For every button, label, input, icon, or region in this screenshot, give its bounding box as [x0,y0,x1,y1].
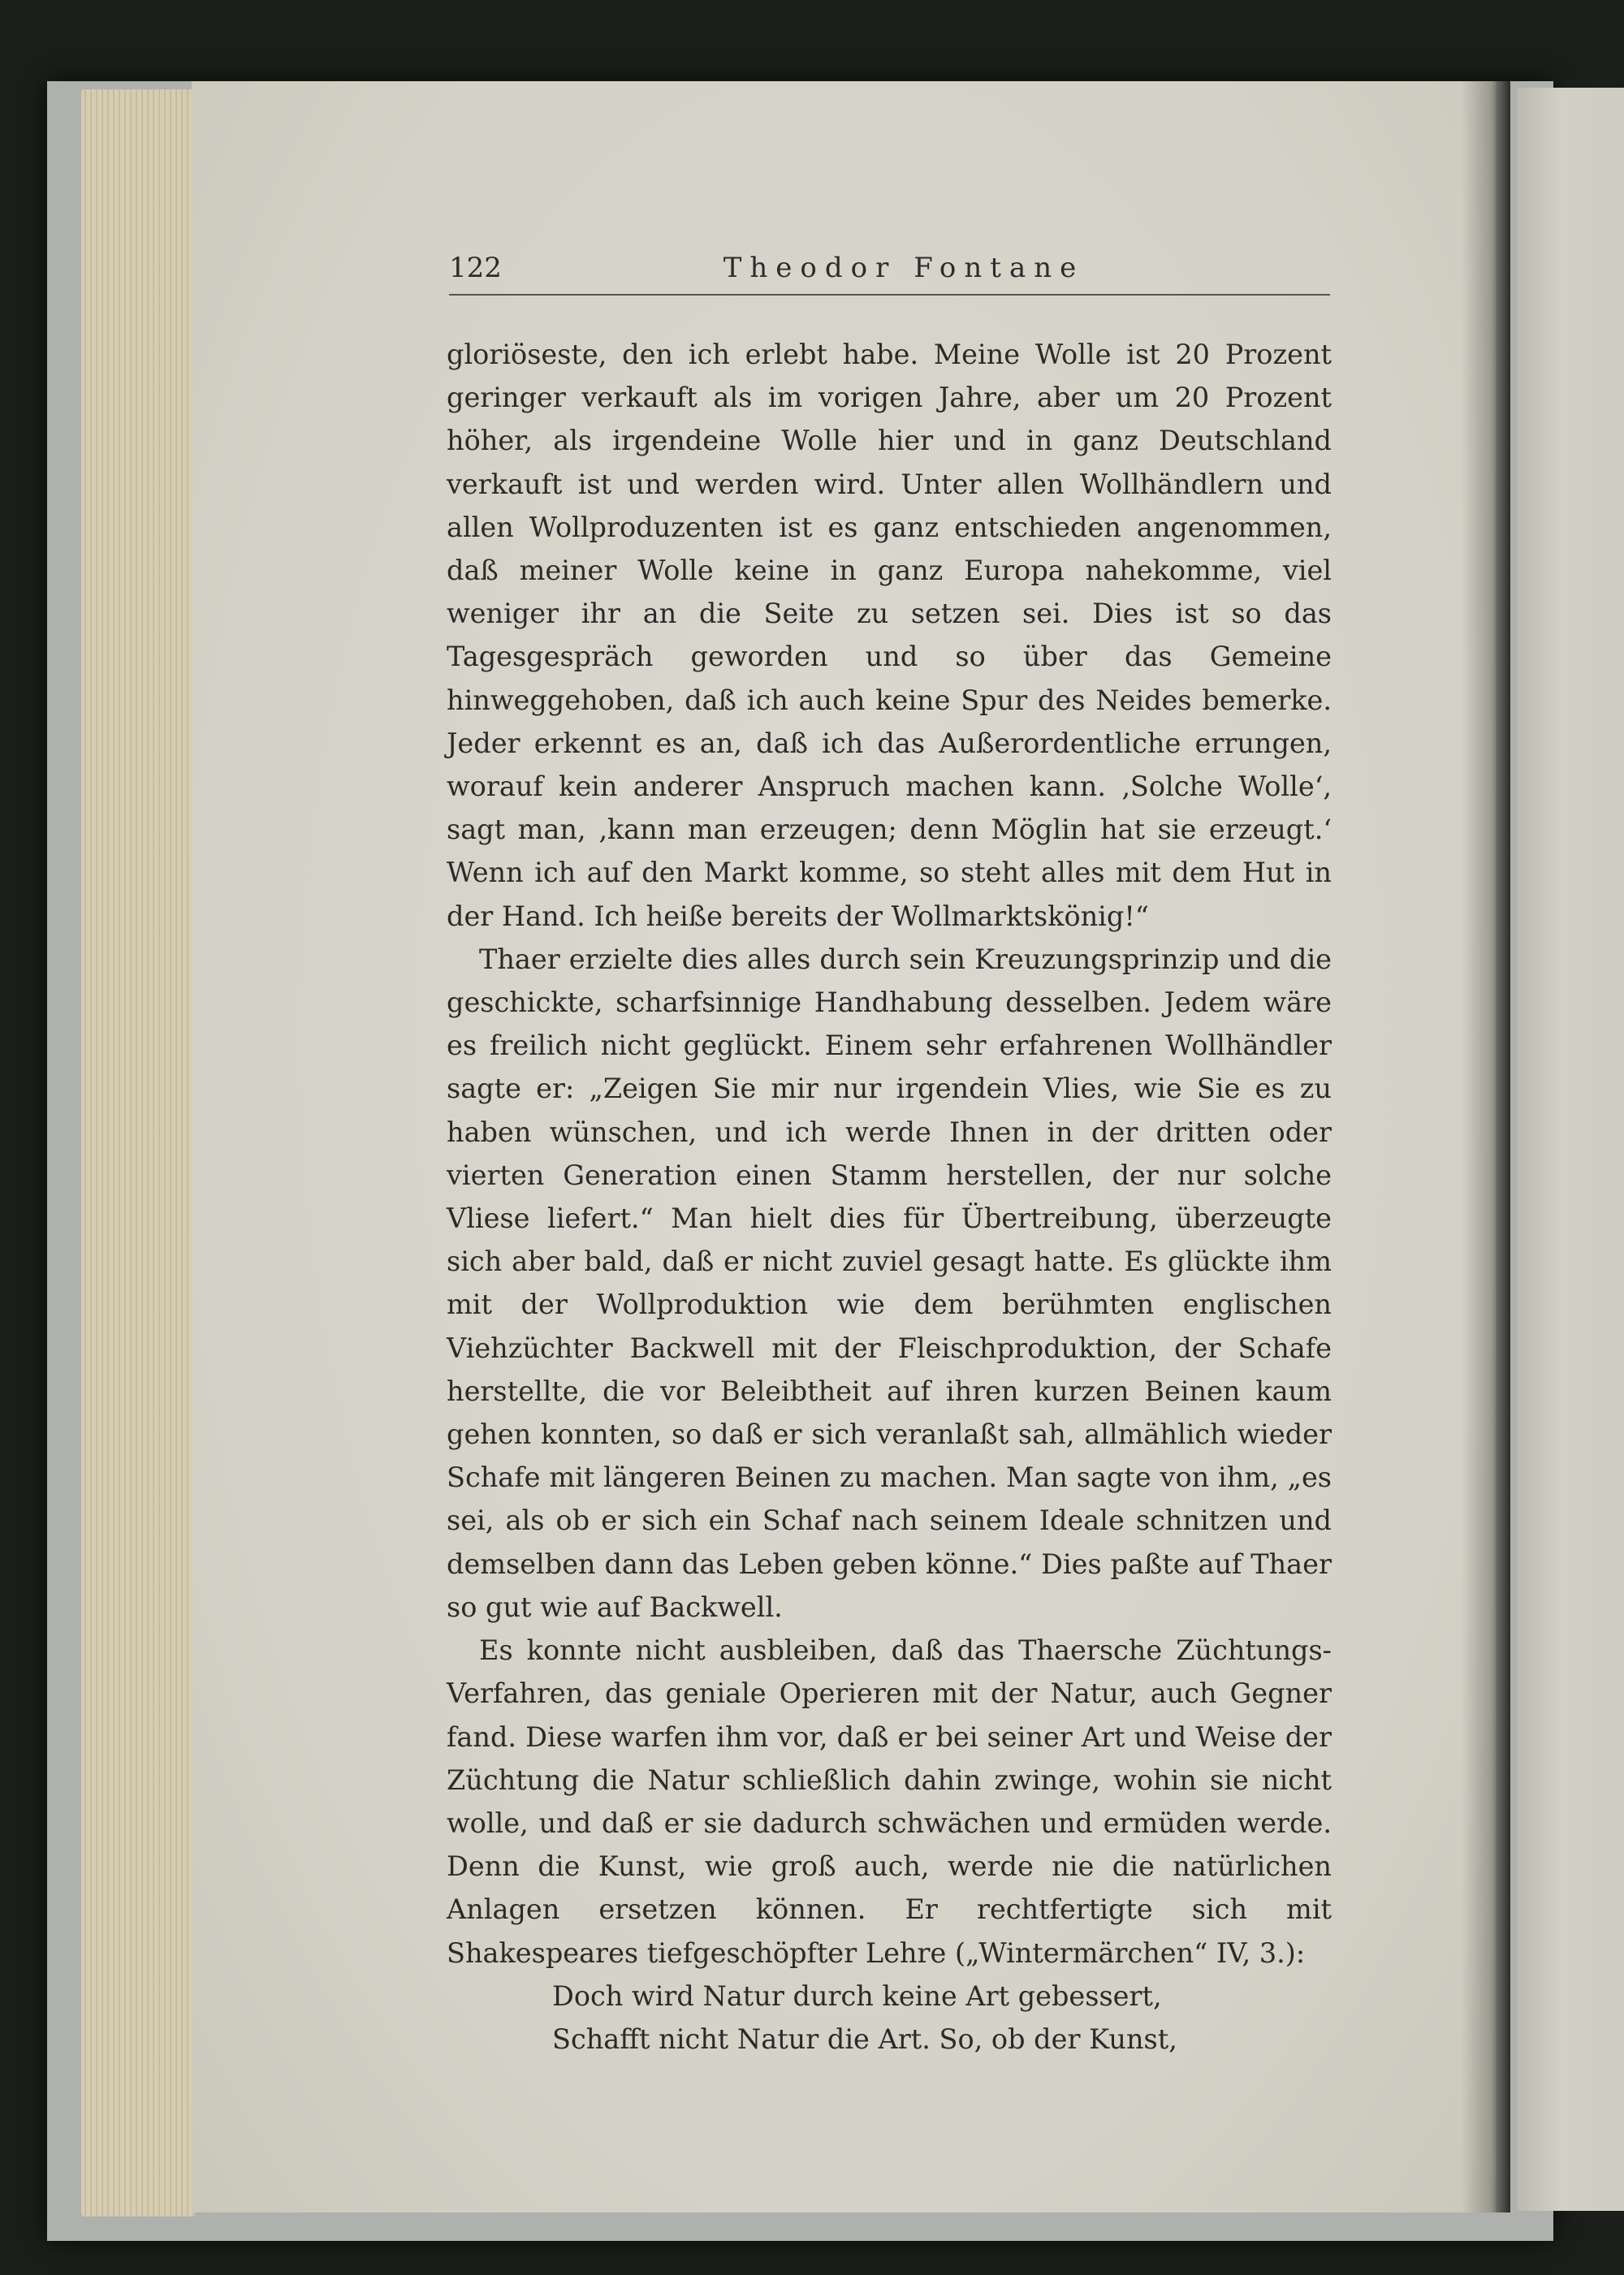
facing-page [1517,88,1624,2211]
page-edges [81,89,195,2217]
running-title: Theodor Fontane [723,252,1085,284]
page-header [449,244,1330,296]
book-gutter [1462,81,1510,2212]
verse-line-1: Doch wird Natur durch keine Art gebessert, [552,1979,1162,2012]
paragraph-1: gloriöseste, den ich erlebt habe. Meine Wolle ist 20 Prozent geringer verkauft als im vorigen Jahre, aber um 20 Prozent höher, als irgendeine Wolle hier und in ganz Deutschland verkauft ist und werden wird. Unter allen Wollhändlern und allen Wollproduzenten ist es ganz entschieden angenommen, daß meiner Wolle keine in ganz Europa nahekomme, viel weniger ihr an die Seite zu setzen sei. Dies ist so das Tagesgespräch geworden und so über das Gemeine hinweggehoben, daß ich auch keine Spur des Neides bemerke. Jeder erkennt es an, daß ich das Außerordentliche errungen, worauf kein anderer Anspruch machen kann. ‚Solche Wolle‘, sagt man, ‚kann man erzeugen; denn Möglin hat sie erzeugt.‘ Wenn ich auf den Markt komme, so steht alles mit dem Hut in der Hand. Ich heiße bereits der Wollmarktskönig!“ [447,339,1332,932]
verse-line-2: Schafft nicht Natur die Art. So, ob der Kunst, [552,2022,1177,2055]
body-text [447,333,1332,2061]
verse-quote [447,1975,1332,2061]
page-number: 122 [449,252,502,284]
paragraph-3: Es konnte nicht ausbleiben, daß das Thaersche Züchtungs-Verfahren, das geniale Operieren mit der Natur, auch Gegner fand. Diese warfen ihm vor, daß er bei seiner Art und Weise der Züchtung die Natur schließlich dahin zwinge, wohin sie nicht wolle, und daß er sie dadurch schwächen und ermüden werde. Denn die Kunst, wie groß auch, werde nie die natürlichen Anlagen ersetzen können. Er rechtfertigte sich mit Shakespeares tiefgeschöpfter Lehre („Wintermärchen“ IV, 3.): [447,1634,1332,1969]
paragraph-2: Thaer erzielte dies alles durch sein Kreuzungsprinzip und die geschickte, scharfsinnige Handhabung desselben. Jedem wäre es freilich nicht geglückt. Einem sehr erfahrenen Wollhändler sagte er: „Zeigen Sie mir nur irgendein Vlies, wie Sie es zu haben wünschen, und ich werde Ihnen in der dritten oder vierten Generation einen Stamm herstellen, der nur solche Vliese liefert.“ Man hielt dies für Übertreibung, überzeugte sich aber bald, daß er nicht zuviel gesagt hatte. Es glückte ihm mit der Wollproduktion wie dem berühmten englischen Viehzüchter Backwell mit der Fleischproduktion, der Schafe herstellte, die vor Beleibtheit auf ihren kurzen Beinen kaum gehen konnten, so daß er sich veranlaßt sah, allmählich wieder Schafe mit längeren Beinen zu machen. Man sagte von ihm, „es sei, als ob er sich ein Schaf nach seinem Ideale schnitzen und demselben dann das Leben geben könne.“ Dies paßte auf Thaer so gut wie auf Backwell. [447,943,1332,1623]
